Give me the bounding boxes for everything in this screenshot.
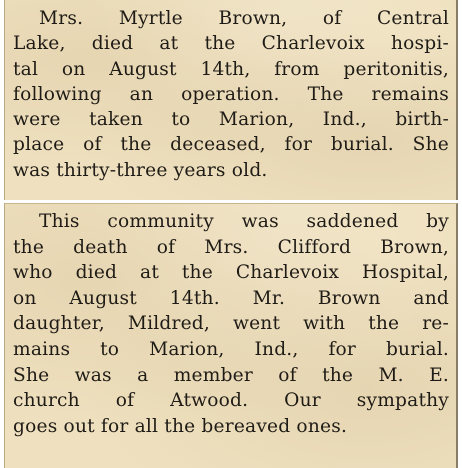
text-line: daughter, Mildred, went with the re- [13, 313, 449, 335]
text-line: were taken to Marion, Ind., birth- [13, 109, 449, 131]
text-line: She was a member of the M. E. [13, 364, 449, 386]
text-line: on August 14th. Mr. Brown and [13, 287, 449, 309]
text-line: who died at the Charlevoix Hospital, [13, 262, 449, 284]
text-line: church of Atwood. Our sympathy [13, 390, 449, 412]
text-line: Lake, died at the Charlevoix hospi- [13, 33, 449, 55]
text-line: mains to Marion, Ind., for burial. [13, 338, 449, 360]
text-line: place of the deceased, for burial. She [13, 134, 449, 156]
obituary-clipping-clifford-brown [4, 203, 458, 468]
text-line: tal on August 14th, from peritonitis, [13, 58, 449, 80]
text-line: the death of Mrs. Clifford Brown, [13, 236, 449, 258]
text-line: was thirty-three years old. [13, 159, 268, 181]
text-line: goes out for all the bereaved ones. [13, 415, 348, 437]
obituary-clipping-myrtle-brown [4, 0, 458, 200]
text-line: Mrs. Myrtle Brown, of Central [39, 8, 449, 29]
text-line: following an operation. The remains [13, 83, 449, 105]
text-line: This community was saddened by [39, 211, 449, 232]
